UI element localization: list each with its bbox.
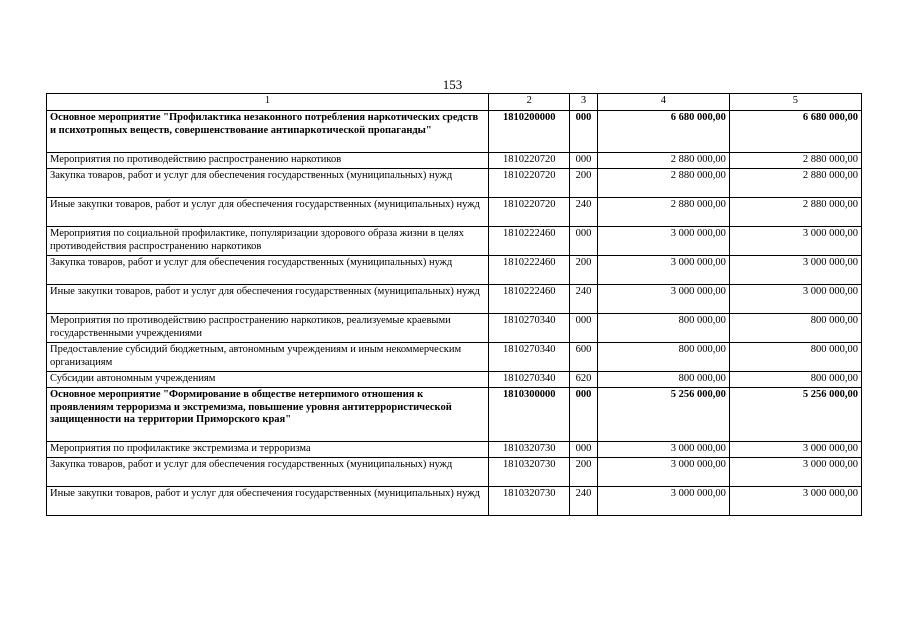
row-amount-1: 2 880 000,00	[597, 198, 729, 227]
row-amount-1: 2 880 000,00	[597, 169, 729, 198]
row-amount-2: 3 000 000,00	[729, 458, 861, 487]
row-type: 000	[570, 314, 597, 343]
table-row	[47, 256, 862, 285]
row-code: 1810270340	[489, 343, 570, 372]
row-amount-2: 800 000,00	[729, 343, 861, 372]
row-code: 1810270340	[489, 314, 570, 343]
row-code: 1810270340	[489, 372, 570, 388]
page-number: 153	[442, 77, 463, 92]
row-code: 1810200000	[489, 111, 570, 153]
row-amount-2: 800 000,00	[729, 372, 861, 388]
header-cell-3: 3	[570, 94, 597, 111]
row-name: Мероприятия по профилактике экстремизма и терроризма	[47, 442, 489, 458]
table-row	[47, 442, 862, 458]
row-name: Закупка товаров, работ и услуг для обеспечения государственных (муниципальных) нужд	[47, 256, 489, 285]
table-row	[47, 372, 862, 388]
row-name: Иные закупки товаров, работ и услуг для обеспечения государственных (муниципальных) нужд	[47, 198, 489, 227]
table-row	[47, 227, 862, 256]
row-type: 000	[570, 111, 597, 153]
row-type: 240	[570, 198, 597, 227]
table-row	[47, 198, 862, 227]
row-type: 620	[570, 372, 597, 388]
row-amount-1: 3 000 000,00	[597, 487, 729, 516]
row-code: 1810220720	[489, 169, 570, 198]
row-amount-2: 2 880 000,00	[729, 169, 861, 198]
header-cell-2: 2	[489, 94, 570, 111]
header-row	[47, 94, 862, 111]
table-row	[47, 111, 862, 153]
row-type: 000	[570, 442, 597, 458]
row-type: 200	[570, 458, 597, 487]
table-row	[47, 343, 862, 372]
row-name: Закупка товаров, работ и услуг для обеспечения государственных (муниципальных) нужд	[47, 169, 489, 198]
row-amount-2: 5 256 000,00	[729, 388, 861, 442]
row-amount-2: 3 000 000,00	[729, 227, 861, 256]
header-cell-5: 5	[729, 94, 861, 111]
row-type: 240	[570, 285, 597, 314]
row-name: Иные закупки товаров, работ и услуг для обеспечения государственных (муниципальных) нужд	[47, 487, 489, 516]
row-name: Мероприятия по противодействию распространению наркотиков	[47, 153, 489, 169]
row-amount-2: 3 000 000,00	[729, 487, 861, 516]
table-row	[47, 388, 862, 442]
row-code: 1810320730	[489, 458, 570, 487]
row-amount-2: 3 000 000,00	[729, 285, 861, 314]
row-name: Основное мероприятие "Профилактика незаконного потребления наркотических средств и психотропных веществ, совершенствование антипаркотической пропаганды"	[47, 111, 489, 153]
row-name: Мероприятия по социальной профилактике, популяризации здорового образа жизни в целях противодействия распространению наркотиков	[47, 227, 489, 256]
row-code: 1810320730	[489, 442, 570, 458]
row-code: 1810220720	[489, 153, 570, 169]
row-code: 1810300000	[489, 388, 570, 442]
row-amount-2: 2 880 000,00	[729, 153, 861, 169]
row-code: 1810220720	[489, 198, 570, 227]
table-row	[47, 153, 862, 169]
row-type: 200	[570, 256, 597, 285]
row-type: 240	[570, 487, 597, 516]
header-cell-1: 1	[47, 94, 489, 111]
table-row	[47, 285, 862, 314]
row-amount-1: 3 000 000,00	[597, 285, 729, 314]
row-type: 600	[570, 343, 597, 372]
row-amount-1: 2 880 000,00	[597, 153, 729, 169]
row-name: Мероприятия по противодействию распространению наркотиков, реализуемые краевыми государственными учреждениями	[47, 314, 489, 343]
row-amount-1: 3 000 000,00	[597, 458, 729, 487]
row-type: 200	[570, 169, 597, 198]
row-amount-1: 3 000 000,00	[597, 256, 729, 285]
row-name: Субсидии автономным учреждениям	[47, 372, 489, 388]
table-row	[47, 458, 862, 487]
row-code: 1810222460	[489, 227, 570, 256]
row-amount-2: 3 000 000,00	[729, 442, 861, 458]
row-amount-2: 2 880 000,00	[729, 198, 861, 227]
row-type: 000	[570, 388, 597, 442]
row-amount-2: 800 000,00	[729, 314, 861, 343]
row-code: 1810222460	[489, 285, 570, 314]
row-amount-1: 3 000 000,00	[597, 227, 729, 256]
row-type: 000	[570, 153, 597, 169]
header-cell-4: 4	[597, 94, 729, 111]
row-amount-2: 6 680 000,00	[729, 111, 861, 153]
row-amount-1: 6 680 000,00	[597, 111, 729, 153]
row-amount-1: 800 000,00	[597, 372, 729, 388]
row-type: 000	[570, 227, 597, 256]
row-name: Предоставление субсидий бюджетным, автономным учреждениям и иным некоммерческим организациям	[47, 343, 489, 372]
budget-table	[46, 93, 862, 516]
row-code: 1810222460	[489, 256, 570, 285]
table-row	[47, 487, 862, 516]
row-amount-1: 3 000 000,00	[597, 442, 729, 458]
table-row	[47, 314, 862, 343]
row-code: 1810320730	[489, 487, 570, 516]
row-name: Иные закупки товаров, работ и услуг для обеспечения государственных (муниципальных) нужд	[47, 285, 489, 314]
row-amount-1: 800 000,00	[597, 314, 729, 343]
row-amount-1: 5 256 000,00	[597, 388, 729, 442]
row-amount-2: 3 000 000,00	[729, 256, 861, 285]
row-name: Основное мероприятие "Формирование в обществе нетерпимого отношения к проявлениям терроризма и экстремизма, повышение уровня антитеррористической защищенности на территории Приморского края"	[47, 388, 489, 442]
row-name: Закупка товаров, работ и услуг для обеспечения государственных (муниципальных) нужд	[47, 458, 489, 487]
row-amount-1: 800 000,00	[597, 343, 729, 372]
table-row	[47, 169, 862, 198]
